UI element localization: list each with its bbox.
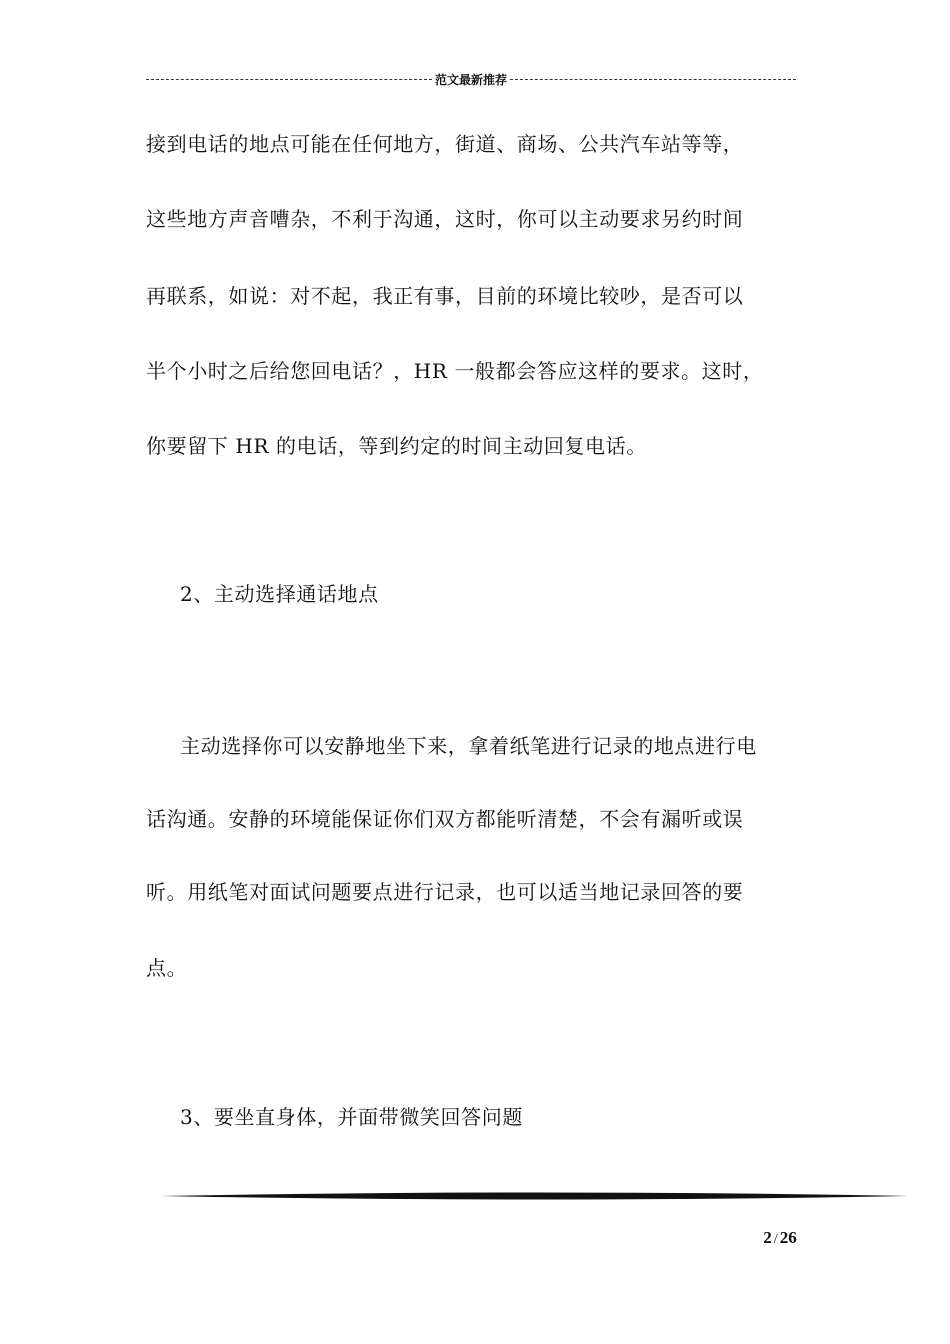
footer-divider: [160, 1186, 908, 1206]
paragraph-2-line-1: 主动选择你可以安静地坐下来，拿着纸笔进行记录的地点进行电: [180, 734, 757, 758]
header-title: 范文最新推荐: [435, 72, 508, 87]
paragraph-1-line-4: 半个小时之后给您回电话？，HR 一般都会答应这样的要求。这时，: [146, 359, 764, 383]
paragraph-2-line-4: 点。: [146, 956, 188, 980]
section-heading-3: 3、要坐直身体，并面带微笑回答问题: [180, 1105, 523, 1129]
header-dash-right: [510, 79, 796, 80]
page-current: 2: [763, 1228, 772, 1247]
header-dash-left: [146, 79, 432, 80]
paragraph-2-line-2: 话沟通。安静的环境能保证你们双方都能听清楚，不会有漏听或误: [146, 807, 744, 831]
page-total: 26: [779, 1228, 797, 1247]
page-header: [146, 70, 796, 88]
section-heading-2: 2、主动选择通话地点: [180, 582, 379, 606]
paragraph-1-line-1: 接到电话的地点可能在任何地方，街道、商场、公共汽车站等等，: [146, 132, 744, 156]
paragraph-1-line-5: 你要留下 HR 的电话，等到约定的时间主动回复电话。: [146, 434, 647, 458]
paragraph-1-line-3: 再联系，如说：对不起，我正有事，目前的环境比较吵，是否可以: [146, 284, 744, 308]
paragraph-2-line-3: 听。用纸笔对面试问题要点进行记录，也可以适当地记录回答的要: [146, 880, 744, 904]
paragraph-1-line-2: 这些地方声音嘈杂，不利于沟通，这时，你可以主动要求另约时间: [146, 207, 744, 231]
page-separator: /: [773, 1232, 778, 1247]
page-number: [740, 1228, 820, 1248]
